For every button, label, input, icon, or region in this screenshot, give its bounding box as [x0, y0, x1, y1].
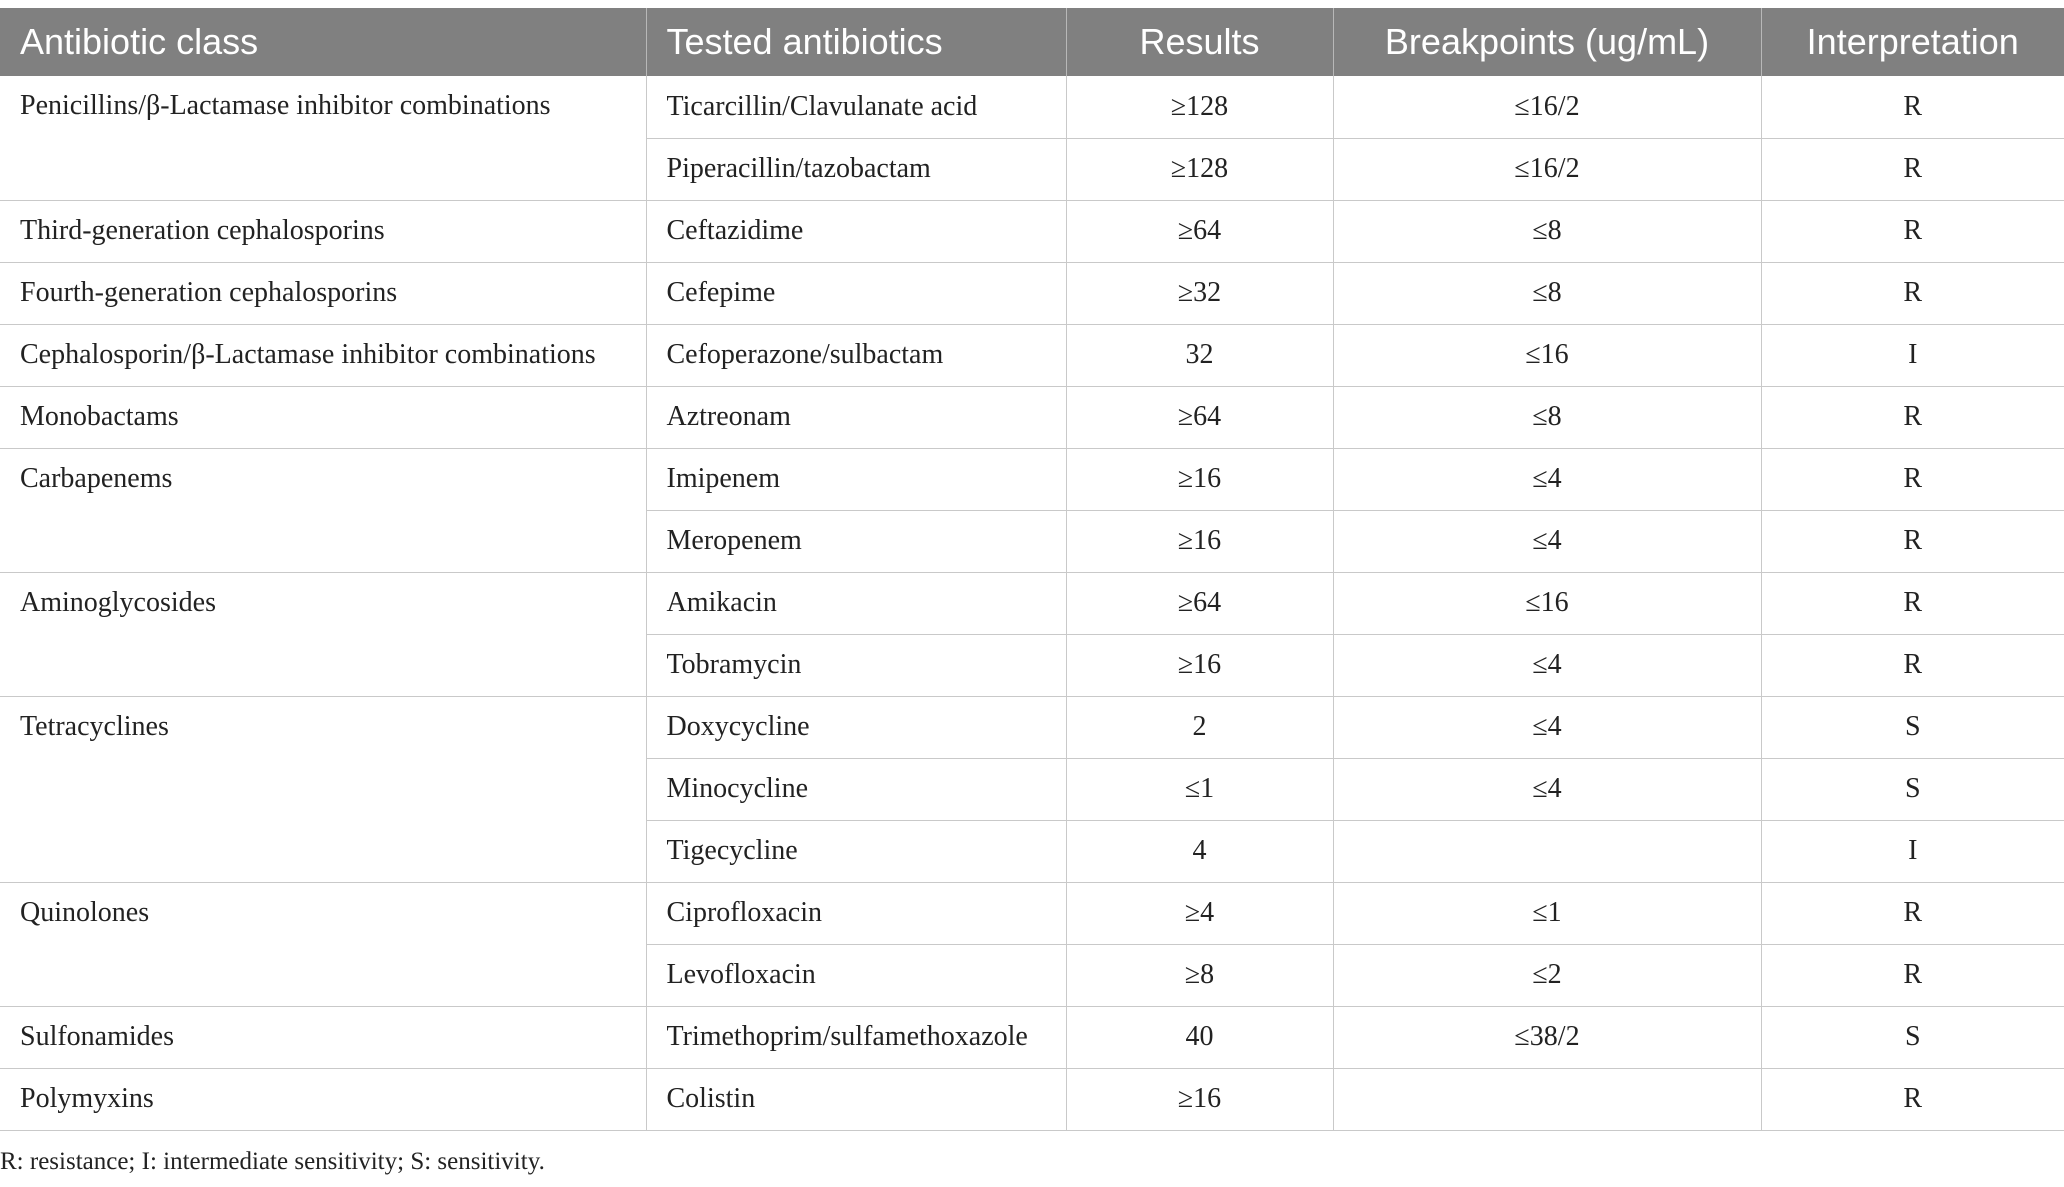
table-row: [0, 324, 2064, 386]
interpretation-cell: R: [1761, 448, 2064, 510]
table-row: [0, 572, 2064, 634]
result-cell: ≥8: [1066, 944, 1333, 1006]
interpretation-cell: I: [1761, 324, 2064, 386]
interpretation-cell: R: [1761, 510, 2064, 572]
antibiotic-susceptibility-table-container: [0, 8, 2064, 1131]
result-cell: ≥16: [1066, 448, 1333, 510]
tested-antibiotic-cell: Tobramycin: [646, 634, 1066, 696]
table-row: [0, 448, 2064, 510]
breakpoint-cell: ≤16/2: [1333, 76, 1761, 138]
antibiotic-class-cell: Penicillins/β-Lactamase inhibitor combinations: [0, 76, 646, 200]
interpretation-cell: R: [1761, 1068, 2064, 1130]
tested-antibiotic-cell: Aztreonam: [646, 386, 1066, 448]
result-cell: 4: [1066, 820, 1333, 882]
result-cell: 2: [1066, 696, 1333, 758]
table-row: [0, 882, 2064, 944]
interpretation-cell: S: [1761, 758, 2064, 820]
header-results: Results: [1066, 8, 1333, 76]
antibiotic-susceptibility-table: [0, 8, 2064, 1131]
table-row: [0, 696, 2064, 758]
tested-antibiotic-cell: Amikacin: [646, 572, 1066, 634]
breakpoint-cell: ≤4: [1333, 634, 1761, 696]
antibiotic-class-cell: Monobactams: [0, 386, 646, 448]
tested-antibiotic-cell: Cefepime: [646, 262, 1066, 324]
table-row: [0, 76, 2064, 138]
breakpoint-cell: ≤4: [1333, 448, 1761, 510]
tested-antibiotic-cell: Piperacillin/tazobactam: [646, 138, 1066, 200]
breakpoint-cell: ≤8: [1333, 200, 1761, 262]
result-cell: ≥128: [1066, 138, 1333, 200]
interpretation-cell: R: [1761, 200, 2064, 262]
tested-antibiotic-cell: Colistin: [646, 1068, 1066, 1130]
interpretation-cell: S: [1761, 1006, 2064, 1068]
header-breakpoints: Breakpoints (ug/mL): [1333, 8, 1761, 76]
table-row: [0, 1006, 2064, 1068]
antibiotic-class-cell: Sulfonamides: [0, 1006, 646, 1068]
breakpoint-cell: ≤4: [1333, 696, 1761, 758]
antibiotic-class-cell: Fourth-generation cephalosporins: [0, 262, 646, 324]
antibiotic-class-cell: Third-generation cephalosporins: [0, 200, 646, 262]
result-cell: ≥64: [1066, 572, 1333, 634]
result-cell: ≥64: [1066, 386, 1333, 448]
table-row: [0, 200, 2064, 262]
breakpoint-cell: ≤38/2: [1333, 1006, 1761, 1068]
interpretation-cell: R: [1761, 634, 2064, 696]
antibiotic-class-cell: Aminoglycosides: [0, 572, 646, 696]
breakpoint-cell: ≤8: [1333, 386, 1761, 448]
antibiotic-class-cell: Polymyxins: [0, 1068, 646, 1130]
interpretation-cell: I: [1761, 820, 2064, 882]
breakpoint-cell: ≤16: [1333, 572, 1761, 634]
interpretation-cell: R: [1761, 572, 2064, 634]
table-body: [0, 76, 2064, 1130]
interpretation-cell: R: [1761, 138, 2064, 200]
result-cell: 40: [1066, 1006, 1333, 1068]
tested-antibiotic-cell: Ciprofloxacin: [646, 882, 1066, 944]
breakpoint-cell: ≤4: [1333, 510, 1761, 572]
antibiotic-class-cell: Tetracyclines: [0, 696, 646, 882]
tested-antibiotic-cell: Doxycycline: [646, 696, 1066, 758]
antibiotic-class-cell: Cephalosporin/β-Lactamase inhibitor combinations: [0, 324, 646, 386]
table-row: [0, 1068, 2064, 1130]
tested-antibiotic-cell: Tigecycline: [646, 820, 1066, 882]
header-antibiotic-class: Antibiotic class: [0, 8, 646, 76]
interpretation-cell: R: [1761, 386, 2064, 448]
table-row: [0, 262, 2064, 324]
result-cell: ≥32: [1066, 262, 1333, 324]
interpretation-cell: R: [1761, 944, 2064, 1006]
breakpoint-cell: ≤4: [1333, 758, 1761, 820]
table-header: [0, 8, 2064, 76]
tested-antibiotic-cell: Minocycline: [646, 758, 1066, 820]
header-tested-antibiotics: Tested antibiotics: [646, 8, 1066, 76]
antibiotic-class-cell: Quinolones: [0, 882, 646, 1006]
antibiotic-class-cell: Carbapenems: [0, 448, 646, 572]
breakpoint-cell: ≤2: [1333, 944, 1761, 1006]
tested-antibiotic-cell: Cefoperazone/sulbactam: [646, 324, 1066, 386]
result-cell: ≤1: [1066, 758, 1333, 820]
tested-antibiotic-cell: Meropenem: [646, 510, 1066, 572]
result-cell: ≥16: [1066, 510, 1333, 572]
tested-antibiotic-cell: Imipenem: [646, 448, 1066, 510]
tested-antibiotic-cell: Ceftazidime: [646, 200, 1066, 262]
table-row: [0, 386, 2064, 448]
breakpoint-cell: [1333, 820, 1761, 882]
header-interpretation: Interpretation: [1806, 21, 2019, 62]
table-footnote: R: resistance; I: intermediate sensitivity; S: sensitivity.: [0, 1148, 545, 1175]
tested-antibiotic-cell: Trimethoprim/sulfamethoxazole: [646, 1006, 1066, 1068]
result-cell: 32: [1066, 324, 1333, 386]
result-cell: ≥4: [1066, 882, 1333, 944]
tested-antibiotic-cell: Ticarcillin/Clavulanate acid: [646, 76, 1066, 138]
interpretation-cell: R: [1761, 882, 2064, 944]
result-cell: ≥64: [1066, 200, 1333, 262]
result-cell: ≥128: [1066, 76, 1333, 138]
breakpoint-cell: ≤8: [1333, 262, 1761, 324]
tested-antibiotic-cell: Levofloxacin: [646, 944, 1066, 1006]
result-cell: ≥16: [1066, 634, 1333, 696]
interpretation-cell: S: [1761, 696, 2064, 758]
result-cell: ≥16: [1066, 1068, 1333, 1130]
breakpoint-cell: ≤16: [1333, 324, 1761, 386]
breakpoint-cell: [1333, 1068, 1761, 1130]
interpretation-cell: R: [1761, 76, 2064, 138]
interpretation-cell: R: [1761, 262, 2064, 324]
breakpoint-cell: ≤16/2: [1333, 138, 1761, 200]
breakpoint-cell: ≤1: [1333, 882, 1761, 944]
header-row: [0, 8, 2064, 76]
